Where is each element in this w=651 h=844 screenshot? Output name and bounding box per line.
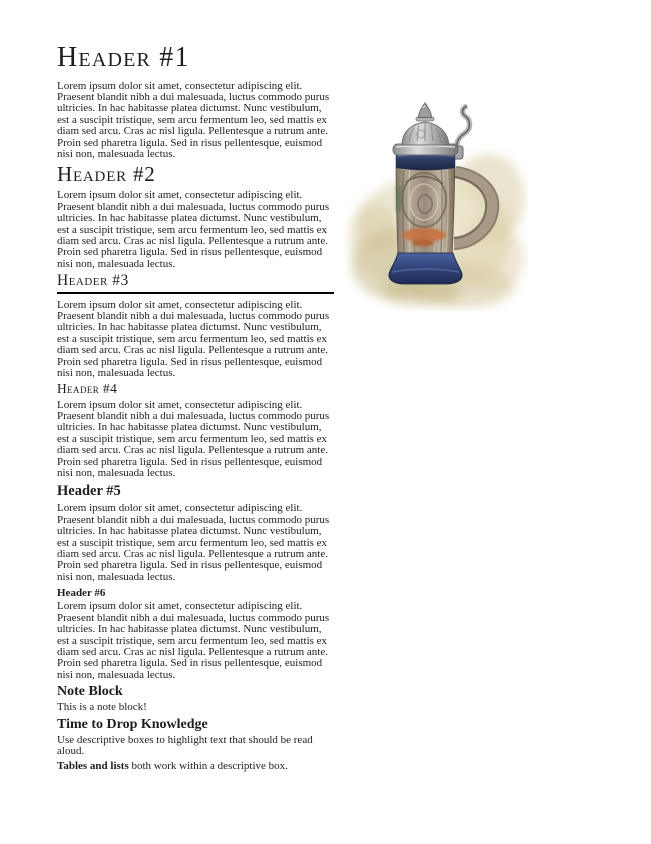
paragraph-6: Lorem ipsum dolor sit amet, consectetur adipiscing elit. Praesent blandit nibh a dui malesuada, luctus commodo purus ultricies. In hac habitasse platea dictumst. Nunc vestibulum, est a suscipit tristique, sem arcu fermentum leo, sed mattis ex diam sed arcu. Cras ac nisl ligula. Pellentesque a rutrum ante. Proin sed pharetra ligula. Sed in risus pellentesque, euismod nisi non, malesuada lectus. [57,600,330,681]
paragraph-1: Lorem ipsum dolor sit amet, consectetur adipiscing elit. Praesent blandit nibh a dui malesuada, luctus commodo purus ultricies. In hac habitasse platea dictumst. Nunc vestibulum, est a suscipit tristique, sem arcu fermentum leo, sed mattis ex diam sed arcu. Cras ac nisl ligula. Pellentesque a rutrum ante. Proin sed pharetra ligula. Sed in risus pellentesque, euismod nisi non, malesuada lectus. [57,79,330,160]
header-2: Header #2 [57,162,156,187]
stein-finial [419,103,432,118]
stein-body [396,156,455,256]
stein-foot [389,253,462,284]
text-column [57,44,334,775]
header-1: Header #1 [57,42,190,73]
paragraph-2: Lorem ipsum dolor sit amet, consectetur adipiscing elit. Praesent blandit nibh a dui malesuada, luctus commodo purus ultricies. In hac habitasse platea dictumst. Nunc vestibulum, est a suscipit tristique, sem arcu fermentum leo, sed mattis ex diam sed arcu. Cras ac nisl ligula. Pellentesque a rutrum ante. Proin sed pharetra ligula. Sed in risus pellentesque, euismod nisi non, malesuada lectus. [57,189,330,270]
beer-stein-watercolor-icon [343,96,528,311]
descriptive-block-bold-line [57,761,334,772]
note-block-text: This is a note block! [57,701,147,714]
header-6: Header #6 [57,587,106,600]
note-block-title: Note Block [57,684,123,700]
paragraph-4: Lorem ipsum dolor sit amet, consectetur adipiscing elit. Praesent blandit nibh a dui malesuada, luctus commodo purus ultricies. In hac habitasse platea dictumst. Nunc vestibulum, est a suscipit tristique, sem arcu fermentum leo, sed mattis ex diam sed arcu. Cras ac nisl ligula. Pellentesque a rutrum ante. Proin sed pharetra ligula. Sed in risus pellentesque, euismod nisi non, malesuada lectus. [57,398,330,479]
paragraph-3: Lorem ipsum dolor sit amet, consectetur adipiscing elit. Praesent blandit nibh a dui malesuada, luctus commodo purus ultricies. In hac habitasse platea dictumst. Nunc vestibulum, est a suscipit tristique, sem arcu fermentum leo, sed mattis ex diam sed arcu. Cras ac nisl ligula. Pellentesque a rutrum ante. Proin sed pharetra ligula. Sed in risus pellentesque, euismod nisi non, malesuada lectus. [57,298,330,379]
beer-stein-illustration [343,96,528,311]
bold-lead: Tables and lists [57,759,129,772]
bold-line-rest: both work within a descriptive box. [128,759,288,772]
header-3: Header #3 [57,273,334,293]
header-5: Header #5 [57,483,121,500]
stein-lid-dome [402,117,449,145]
stein-lid-rim [393,144,458,155]
paragraph-5: Lorem ipsum dolor sit amet, consectetur adipiscing elit. Praesent blandit nibh a dui malesuada, luctus commodo purus ultricies. In hac habitasse platea dictumst. Nunc vestibulum, est a suscipit tristique, sem arcu fermentum leo, sed mattis ex diam sed arcu. Cras ac nisl ligula. Pellentesque a rutrum ante. Proin sed pharetra ligula. Sed in risus pellentesque, euismod nisi non, malesuada lectus. [57,502,330,583]
header-4: Header #4 [57,381,118,397]
descriptive-block-text: Use descriptive boxes to highlight text that should be read aloud. [57,733,313,758]
descriptive-block-title: Time to Drop Knowledge [57,716,208,732]
stein-top-band [396,153,455,170]
